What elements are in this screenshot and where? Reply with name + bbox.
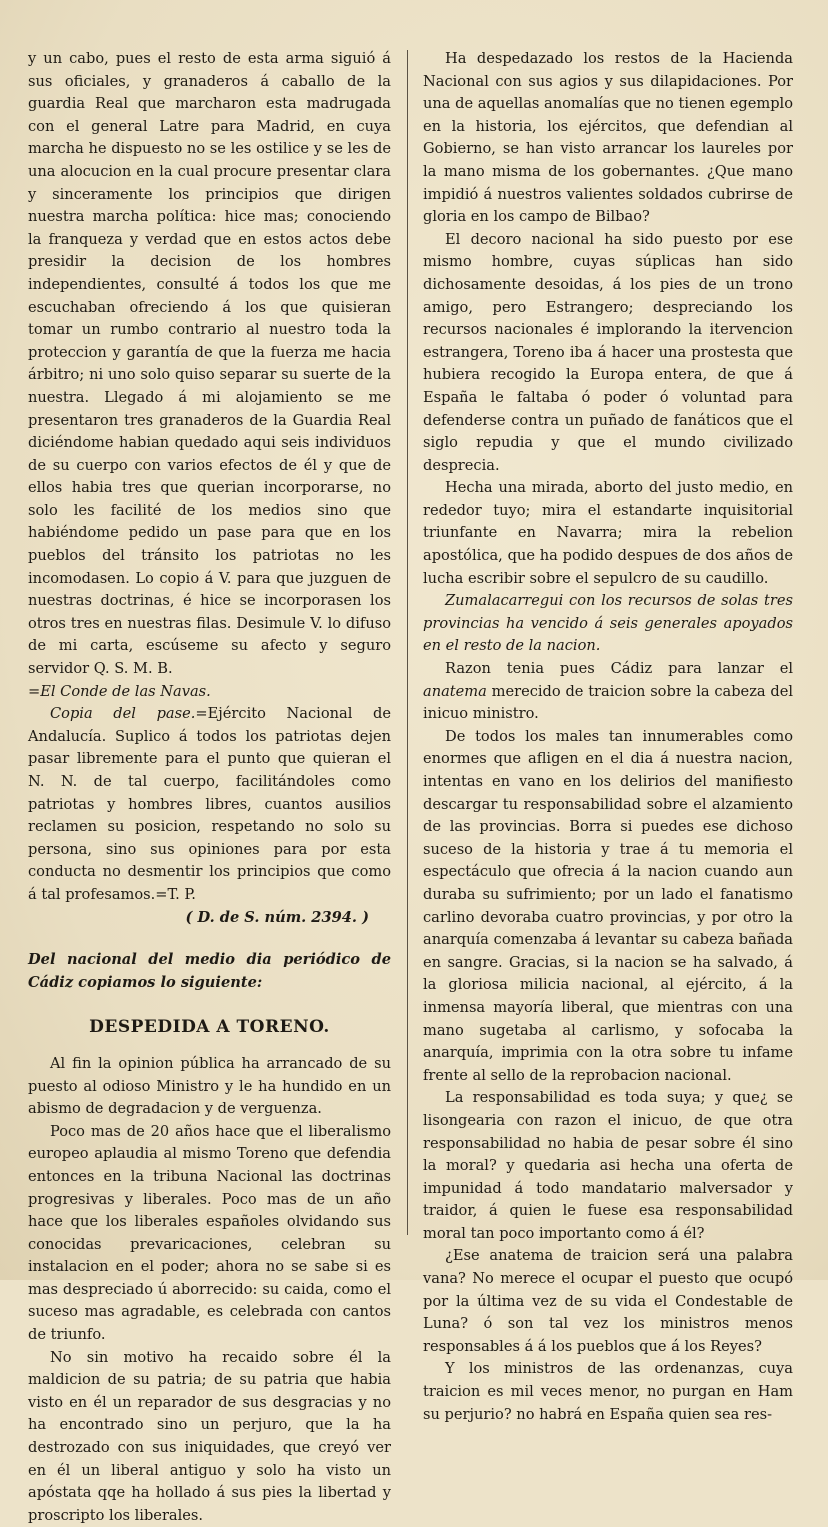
letter-signature: =El Conde de las Navas. — [28, 682, 211, 700]
text-run: merecido de traicion sobre la cabeza del inicuo ministro. — [423, 682, 793, 723]
source-citation: ( D. de S. núm. 2394. ) — [185, 908, 369, 926]
article-paragraph: Y los ministros de las ordenanzas, cuya traicion es mil veces menor, no purgan en Ham su perjurio? no habrá en España quien sea res- — [423, 1360, 793, 1423]
article-paragraph: Zumalacarregui con los recursos de solas tres provincias ha vencido á seis generales apoyados en el resto de la nacion. — [423, 592, 793, 655]
letter-body: y un cabo, pues el resto de esta arma siguió á sus oficiales, y granaderos á caballo de la guardia Real que marcharon esta madrugada con el general Latre para Madrid, en cuya marcha he dispuesto no se les ostilice y se les de una alocucion en la cual procure presentar clara y sinceramente los principios que dirigen nuestra marcha política: hice mas; conociendo la franqueza y verdad que en estos actos debe presidir la decision de los hombres independientes, consulté á todos los que me escuchaban ofreciendo á los que quisieran tomar un rumbo contrario al nuestro toda la proteccion y garantía de que la fuerza me hacia árbitro; ni uno solo quiso separar su suerte de la nuestra. Llegado á mi alojamiento se me presentaron tres granaderos de la Guardia Real diciéndome habian quedado aqui seis individuos de su cuerpo con varios efectos de él y que de ellos habia tres que querian incorporarse, no solo les facilité de los medios sino que habiéndome pedido un pase para que en los pueblos del tránsito los patriotas no les incomodasen. Lo copio á V. para que juzguen de nuestras doctrinas, é hice se incorporasen los otros tres en nuestras filas. Desimule V. lo difuso de mi carta, escúseme su afecto y seguro servidor Q. S. M. B. — [28, 50, 391, 678]
article-paragraph: El decoro nacional ha sido puesto por ese mismo hombre, cuyas súplicas han sido dichosamente desoidas, á los pies de un trono amigo, pero Estrangero; despreciando los recursos nacionales é implorando la itervencion estrangera, Toreno iba á hacer una prostesta que hubiera recogido la Europa entera, de que á España le faltaba ó poder ó voluntad para defenderse contra un puñado de fanáticos que el siglo repudia y que el mundo civilizado desprecia. — [423, 230, 793, 474]
right-column — [423, 48, 793, 1426]
article-paragraph — [423, 658, 793, 726]
article-paragraph: Poco mas de 20 años hace que el liberalismo europeo aplaudia al mismo Toreno que defendia entonces en la tribuna Nacional las doctrinas progresivas y liberales. Poco mas de un año hace que los liberales españoles olvidando sus conocidas prevaricaciones, celebran su instalacion en el poder; ahora no se sabe si es mas despreciado ú aborrecido: su caida, como el suceso mas agradable, es celebrada con cantos de triunfo. — [28, 1122, 391, 1344]
left-column — [28, 48, 391, 1527]
article-paragraph: La responsabilidad es toda suya; y que¿ se lisongearia con razon el inicuo, de que otra responsabilidad no habia de pesar sobre él sino la moral? y quedaria asi hecha una oferta de impunidad á todo mandatario malversador y traidor, á quien le fuese esa responsabilidad moral tan poco importanto como á él? — [423, 1089, 793, 1242]
article-paragraph: Al fin la opinion pública ha arrancado de su puesto al odioso Ministro y le ha hundido en un abismo de degradacion y de verguenza. — [28, 1054, 391, 1118]
pase-text: =Ejército Nacional de Andalucía. Suplico á todos los patriotas dejen pasar libremente para el punto que quieran el N. N. de tal cuerpo, facilitándoles como patriotas y hombres libres, cuantos ausilios reclamen su posicion, respetando no solo su persona, sino sus opiniones para por esta conducta no desmentir los principios que como á tal profesamos.=T. P. — [28, 705, 391, 903]
article-paragraph: No sin motivo ha recaido sobre él la maldicion de su patria; de su patria que habia visto en él un reparador de sus desgracias y no ha encontrado sino un perjuro, que la ha destrozado con sus iniquidades, que creyó ver en él un liberal antiguo y solo ha visto un apóstata qqe ha hollado á sus pies la libertad y proscripto los liberales. — [28, 1348, 391, 1524]
article-paragraph: Ha despedazado los restos de la Hacienda Nacional con sus agios y sus dilapidaciones. Por una de aquellas anomalías que no tienen egemplo en la historia, los ejércitos, que defendian al Gobierno, se han visto arrancar los laureles por la mano misma de los gobernantes. ¿Que mano impidió á nuestros valientes soldados cubrirse de gloria en los campo de Bilbao? — [423, 50, 793, 226]
emphasis-anatema: anatema — [423, 682, 487, 700]
article-paragraph: De todos los males tan innumerables como enormes que afligen en el dia á nuestra nacion, intentas en vano en los delirios del manifiesto descargar tu responsabilidad sobre el alzamiento de las provincias. Borra si puedes ese dichoso suceso de la historia y trae á tu memoria el espectáculo que ofrecia á la nacion cuando aun duraba su sufrimiento; por un lado el fanatismo carlino devoraba cuatro provincias, y por otro la anarquía comenzaba á levantar su cabeza bañada en sangre. Gracias, si la nacion se ha salvado, á la gloriosa milicia nacional, al ejército, á la inmensa mayoría liberal, que mientras con una mano sugetaba al carlismo, y sofocaba la anarquía, imprimia con la otra sobre tu infame frente al sello de la reprobacion nacional. — [423, 727, 793, 1084]
article-intro: Del nacional del medio dia periódico de Cádiz copiamos lo siguiente: — [28, 951, 391, 991]
article-paragraph: Hecha una mirada, aborto del justo medio, en rededor tuyo; mira el estandarte inquisitorial triunfante en Navarra; mira la rebelion apostólica, que ha podido despues de dos años de lucha escribir sobre el sepulcro de su caudillo. — [423, 479, 793, 587]
article-headline: DESPEDIDA A TORENO. — [89, 1017, 330, 1038]
text-run: Razon tenia pues Cádiz para lanzar el — [445, 660, 793, 678]
article-paragraph: ¿Ese anatema de traicion será una palabra vana? No merece el ocupar el puesto que ocupó por la última vez de su vida el Condestable de Luna? ó son tal vez los ministros menos responsables á á los pueblos que á los Reyes? — [423, 1247, 793, 1355]
pase-paragraph — [28, 703, 391, 906]
column-divider — [407, 50, 408, 1235]
pase-label: Copia del pase. — [50, 705, 196, 723]
